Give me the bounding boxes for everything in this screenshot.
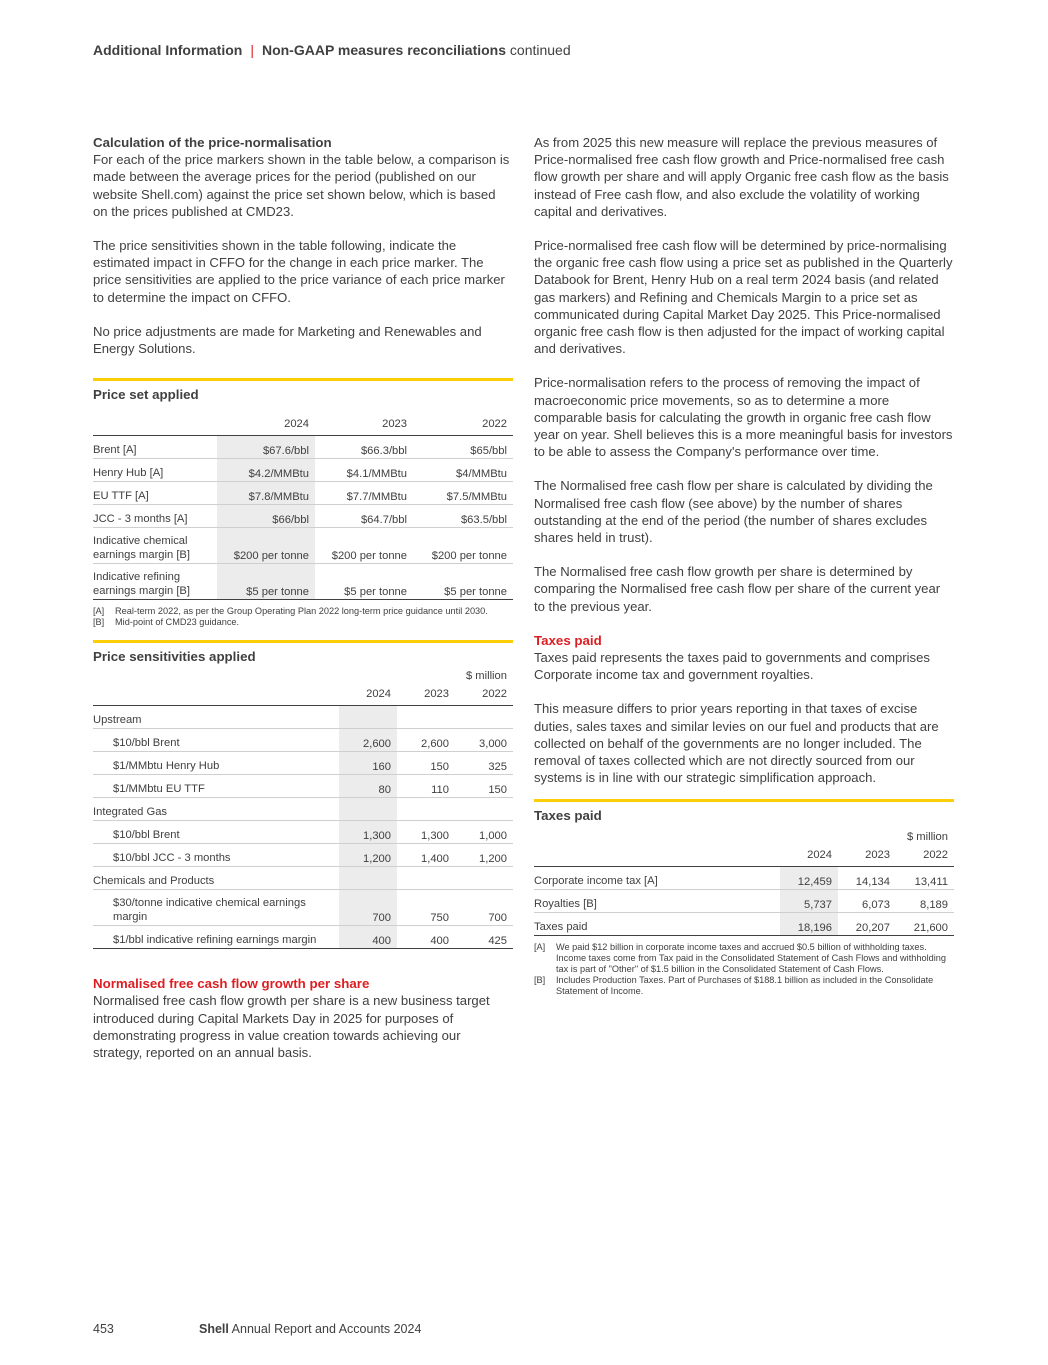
sensitivities-unit: $ million: [465, 670, 507, 683]
header-section: Additional Information: [93, 42, 243, 58]
left-column: [93, 134, 513, 1061]
header-separator: |: [250, 42, 254, 58]
table-row: Indicative chemical earnings margin [B] $200 per tonne $200 per tonne $200 per tonne: [93, 528, 513, 564]
footer-brand: Shell: [199, 1322, 229, 1336]
table-row: Henry Hub [A] $4.2/MMBtu $4.1/MMBtu $4/MMBtu: [93, 459, 513, 482]
taxes-table-title: Taxes paid: [534, 799, 954, 823]
table-row: Indicative refining earnings margin [B] $5 per tonne $5 per tonne $5 per tonne: [93, 564, 513, 600]
table-row: EU TTF [A] $7.8/MMBtu $7.7/MMBtu $7.5/MMBtu: [93, 482, 513, 505]
nfcf-heading: Normalised free cash flow growth per share: [93, 976, 370, 992]
nfcf-paragraph-1: Normalised free cash flow growth per share is a new business target introduced during Capital Markets Day in 2025 for purposes of demonstrating progress in value creation towards achieving our strategy, reported on an annual basis.: [93, 993, 490, 1061]
table-row: Chemicals and Products: [93, 867, 513, 890]
calc-heading: Calculation of the price-normalisation: [93, 135, 332, 150]
header-title: Non-GAAP measures reconciliations: [261, 42, 507, 58]
right-paragraph-4: The Normalised free cash flow per share is calculated by dividing the Normalised free cash flow (see above) by the number of shares outstanding at the end of the period (the number of shares excludes shares held in trust).: [534, 478, 933, 546]
right-paragraph-1: As from 2025 this new measure will replace the previous measures of Price-normalised free cash flow growth and Price-normalised free cash flow growth per share and will apply Organic free cash flow as the basis instead of Free cash flow, and also exclude the volatility of working capital and derivatives.: [534, 135, 949, 219]
price-set-footnotes: [A] Real-term 2022, as per the Group Operating Plan 2022 long-term price guidance until 2030. [B] Mid-point of CMD23 guidance.: [93, 606, 488, 628]
table-row: Brent [A] $67.6/bbl $66.3/bbl $65/bbl: [93, 436, 513, 459]
sensitivities-title: Price sensitivities applied: [93, 640, 513, 664]
price-set-year-2024: 2024: [217, 416, 315, 436]
header-suffix: continued: [509, 42, 571, 58]
table-row: JCC - 3 months [A] $66/bbl $64.7/bbl $63.5/bbl: [93, 505, 513, 528]
table-row: Upstream: [93, 706, 513, 729]
right-column: [534, 134, 954, 997]
table-row: $1/bbl indicative refining earnings margin 400 400 425: [93, 926, 513, 949]
table-row: Royalties [B] 5,737 6,073 8,189: [534, 889, 954, 912]
right-paragraph-5: The Normalised free cash flow growth per share is determined by comparing the Normalised free cash flow per share of the current year to the previous year.: [534, 564, 941, 614]
table-row: $1/MMbtu Henry Hub 160 150 325: [93, 752, 513, 775]
right-paragraph-3: Price-normalisation refers to the process of removing the impact of macroeconomic price movements, so as to determine a more comparable basis for calculating the growth in organic free cash flow year on year. Shell believes this is a more meaningful basis for investors to be able to assess the Company's performance over time.: [534, 375, 953, 460]
page-number: 453: [93, 1322, 114, 1336]
right-paragraph-2: Price-normalised free cash flow will be determined by price-normalising the organic free cash flow using a price set as published in the Quarterly Databook for Brent, Henry Hub on a real term 2024 basis (and related gas markers) and Refining and Chemicals Margin to a price set as communicated during Capital Market Day 2025. This Price-normalised organic free cash flow is then adjusted for the impact of working capital and derivatives.: [534, 238, 953, 357]
taxes-unit: $ million: [906, 830, 948, 843]
calc-paragraph-3: No price adjustments are made for Marketing and Renewables and Energy Solutions.: [93, 323, 482, 357]
taxes-paragraph-2: This measure differs to prior years reporting in that taxes of excise duties, sales taxes and similar levies on our fuel and products that are collected on behalf of the governments are no longer included. The removal of taxes collected which are not directly sourced from our systems is in line with our strategic simplification approach.: [534, 701, 939, 786]
table-row: $10/bbl Brent 1,300 1,300 1,000: [93, 821, 513, 844]
footer-doc: Annual Report and Accounts 2024: [231, 1322, 422, 1336]
table-row: $1/MMbtu EU TTF 80 110 150: [93, 775, 513, 798]
price-set-title: Price set applied: [93, 378, 513, 402]
page-footer: [93, 1322, 422, 1336]
taxes-heading: Taxes paid: [534, 632, 602, 648]
price-set-year-2023: 2023: [315, 416, 413, 436]
taxes-footnotes: [A] We paid $12 billion in corporate income taxes and accrued $0.5 billion of withholding taxes. Income taxes come from Tax paid in the Consolidated Statement of Cash Flows and withholding tax is part of "Other" of $1.5 billion in the Consolidated Statement of Cash Flows. [B] Includes Production Taxes. Part of Purchases of $188.1 billion as included in the Consolidate Statement of Income.: [534, 941, 946, 996]
table-row: Integrated Gas: [93, 798, 513, 821]
table-row: Corporate income tax [A] 12,459 14,134 13,411: [534, 866, 954, 889]
calc-paragraph-2: The price sensitivities shown in the table following, indicate the estimated impact in CFFO for the change in each price marker. The price sensitivities are applied to the price variance of each price marker to determine the impact on CFFO.: [93, 238, 505, 305]
table-row: Taxes paid 18,196 20,207 21,600: [534, 912, 954, 935]
table-row: $30/tonne indicative chemical earnings margin 700 750 700: [93, 890, 513, 926]
table-row: $10/bbl JCC - 3 months 1,200 1,400 1,200: [93, 844, 513, 867]
price-set-table: [93, 416, 513, 600]
calc-paragraph-1: For each of the price markers shown in the table below, a comparison is made between the average prices for the period (published on our website Shell.com) against the price set shown below, which is based on the prices published at CMD23.: [93, 152, 510, 219]
taxes-table: 2024 2023 2022 Corporate income tax [A] 12,459 14,134 13,411 Royalties [B] 5,737 6,073 8,189 Taxes paid 18,196 20,207 21,600: [534, 847, 954, 936]
sensitivities-table: 2024 2023 2022 Upstream $10/bbl Brent 2,600 2,600 3,000 $1/MMbtu Henry Hub 160 150 325 $1/MMbtu EU TTF 80 110 150 Integrated Gas $10/bbl Brent 1,300 1,300 1,000 $10/bbl JCC - 3 months 1,200 1,400 1,200 Chemicals and Products $30/tonne indicative chemical earnings margin 700 750 700 $1/bbl indicative refining earnings margin 400 400 425: [93, 686, 513, 949]
page-header: [93, 42, 571, 58]
price-set-year-2022: 2022: [413, 416, 513, 436]
taxes-paragraph-1: Taxes paid represents the taxes paid to governments and comprises Corporate income tax and government royalties.: [534, 650, 930, 683]
table-row: $10/bbl Brent 2,600 2,600 3,000: [93, 729, 513, 752]
